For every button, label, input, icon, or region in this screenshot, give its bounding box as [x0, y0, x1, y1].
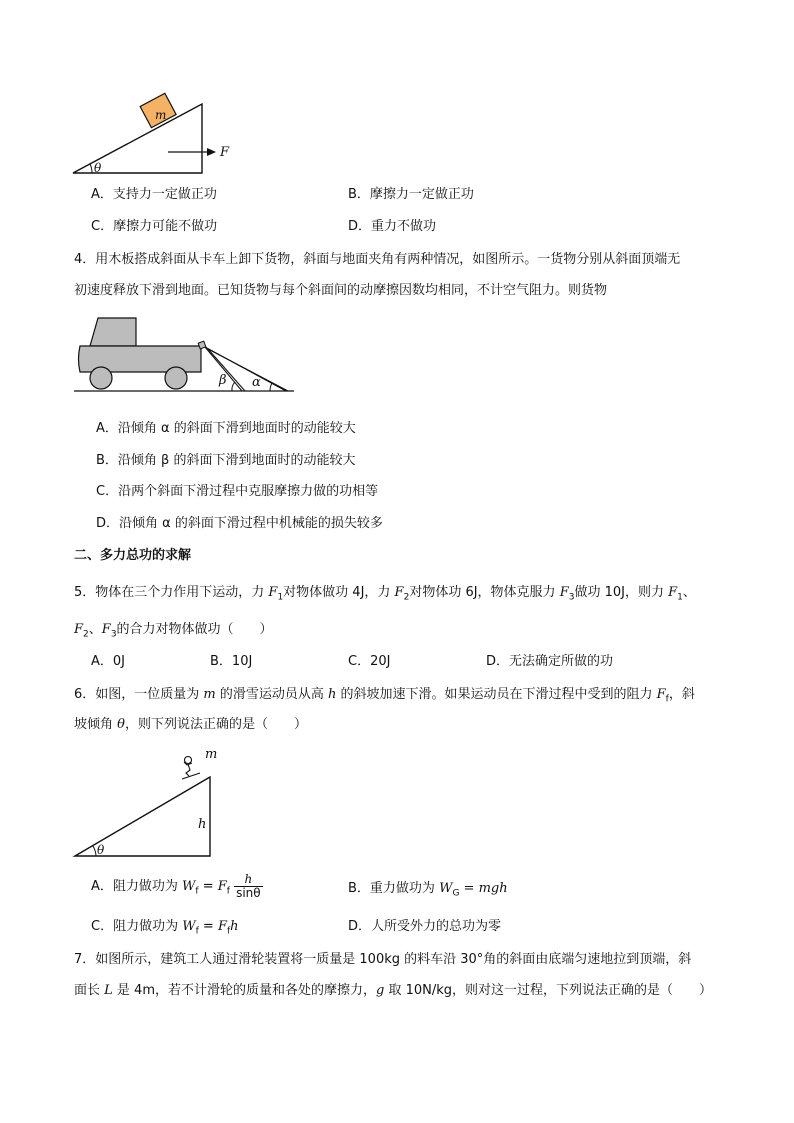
cargo-block — [198, 341, 206, 349]
truck-wheel-front — [165, 367, 187, 389]
q5-option-b[interactable]: B．10J — [210, 654, 253, 669]
q6-option-a[interactable]: A．阻力做功为 $W_f = F_f$ $\frac{h}{\sin\theta}$ — [91, 872, 261, 900]
q4-option-d[interactable]: D．沿倾角 α 的斜面下滑过程中机械能的损失较多 — [96, 516, 383, 531]
q4-option-c[interactable]: C．沿两个斜面下滑过程中克服摩擦力做的功相等 — [96, 484, 379, 499]
q4-truck-figure — [74, 314, 300, 396]
truck-wheel-rear — [90, 367, 112, 389]
q3-label-theta: θ — [94, 161, 102, 175]
q6-option-b[interactable]: B．重力做功为 $W_G$ = mgh — [348, 881, 508, 899]
q6-slope-figure — [72, 752, 222, 860]
q4-label-alpha: α — [252, 375, 261, 390]
q6-option-d[interactable]: D．人所受外力的总功为零 — [348, 919, 502, 934]
q7-stem-line1: 7．如图所示，建筑工人通过滑轮装置将一质量是 100kg 的料车沿 30°角的斜面由底端匀速地拉到顶端，斜 — [74, 952, 692, 967]
q4-stem-line1: 4．用木板搭成斜面从卡车上卸下货物，斜面与地面夹角有两种情况，如图所示。一货物分别从斜面顶端无 — [74, 252, 681, 267]
q6-label-theta: θ — [97, 843, 105, 857]
q5-option-d[interactable]: D．无法确定所做的功 — [486, 654, 614, 669]
q4-option-a[interactable]: A．沿倾角 α 的斜面下滑到地面时的动能较大 — [96, 421, 356, 436]
q6-label-m: m — [205, 747, 218, 762]
q3-option-a[interactable]: A．支持力一定做正功 — [91, 187, 217, 202]
q6-stem-line1: 6．如图，一位质量为 m 的滑雪运动员从高 h 的斜坡加速下滑。如果运动员在下滑过程中受到的阻力 $F_f$，斜 — [74, 687, 695, 705]
q3-label-m: m — [155, 108, 167, 122]
q5-stem-line2: $F_2$、$F_3$的合力对物体做功（ ） — [74, 622, 273, 640]
q5-option-c[interactable]: C．20J — [348, 654, 391, 669]
q4-stem-line2: 初速度释放下滑到地面。已知货物与每个斜面间的动摩擦因数均相同，不计空气阻力。则货物 — [74, 283, 608, 298]
q6-stem-line2: 坡倾角 θ，则下列说法正确的是（ ） — [74, 717, 307, 732]
q3-option-d[interactable]: D．重力不做功 — [348, 219, 437, 234]
q5-option-a[interactable]: A．0J — [91, 654, 125, 669]
section2-title: 二、多力总功的求解 — [74, 548, 192, 563]
q3-option-c[interactable]: C．摩擦力可能不做功 — [91, 219, 218, 234]
skier-figure — [182, 757, 200, 780]
truck-cab — [90, 318, 136, 346]
q6-option-a-fraction: $\frac{h}{\sin\theta}$ — [236, 872, 261, 900]
q4-label-beta: β — [219, 373, 227, 388]
q5-stem-line1: 5．物体在三个力作用下运动，力 $F_1$对物体做功 4J，力 $F_2$对物体功 6J，物体克服力 $F_3$做功 10J，则力 $F_1$、 — [74, 585, 696, 603]
q3-option-b[interactable]: B．摩擦力一定做正功 — [348, 187, 474, 202]
q6-option-c[interactable]: C．阻力做功为 $W_f = F_fh$ — [91, 919, 239, 937]
q4-option-b[interactable]: B．沿倾角 β 的斜面下滑到地面时的动能较大 — [96, 453, 356, 468]
q3-label-F: F — [220, 145, 230, 160]
q7-stem-line2: 面长 L 是 4m，若不计滑轮的质量和各处的摩擦力，g 取 10N/kg，则对这一过程，下列说法正确的是（ ） — [74, 983, 713, 998]
q6-label-h: h — [198, 817, 207, 832]
